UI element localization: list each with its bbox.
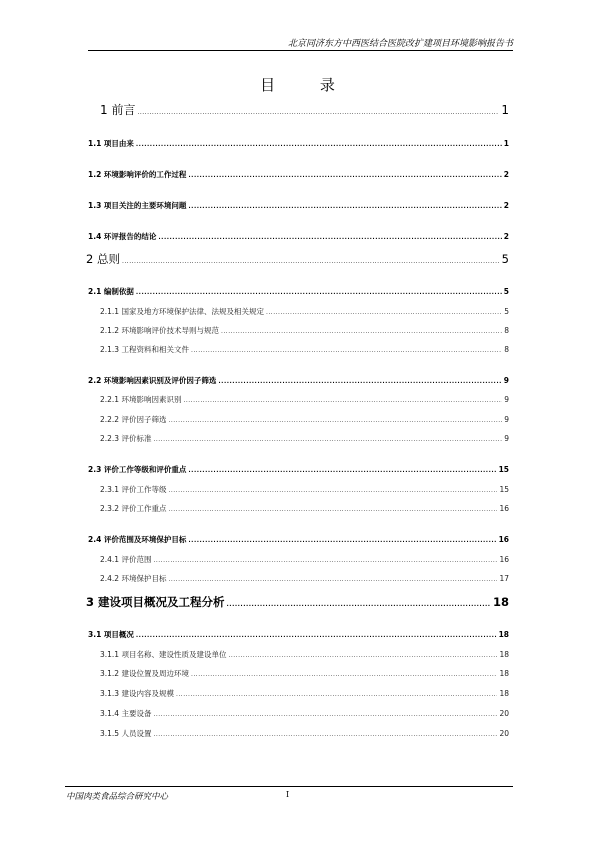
toc-entry-subsection[interactable]: [100, 728, 509, 739]
toc-page: 2: [503, 232, 509, 241]
toc-label: 3 建设项目概况及工程分析: [86, 595, 225, 609]
toc-label: 2.4.2 环境保护目标: [100, 574, 167, 583]
toc-page: 9: [504, 395, 509, 404]
toc-page: 9: [504, 415, 509, 424]
toc-label: 2.2 环境影响因素识别及评价因子筛选: [88, 376, 217, 385]
toc-page: 5: [504, 307, 509, 316]
toc-entry-section[interactable]: [88, 375, 509, 386]
toc-page: 2: [503, 170, 509, 179]
toc-entry-subsection[interactable]: [100, 503, 509, 514]
toc-page: 18: [499, 669, 509, 678]
toc-label: 2.2.2 评价因子筛选: [100, 415, 167, 424]
toc-page: 18: [498, 630, 509, 639]
toc-entry-chapter-2[interactable]: [86, 251, 509, 267]
toc-page: 16: [498, 535, 509, 544]
toc-label: 2.3.2 评价工作重点: [100, 504, 167, 513]
toc-entry-subsection[interactable]: [100, 554, 509, 565]
toc-label: 3.1.1 项目名称、建设性质及建设单位: [100, 650, 227, 659]
toc-entry-section[interactable]: [88, 138, 509, 149]
toc-entry-subsection[interactable]: [100, 325, 509, 336]
toc-label: 1.4 环评报告的结论: [88, 232, 157, 241]
toc-entry-chapter-3[interactable]: [86, 594, 509, 610]
toc-page: 20: [499, 709, 509, 718]
toc-page: 16: [499, 555, 509, 564]
toc-entry-subsection[interactable]: [100, 649, 509, 660]
toc-entry-section[interactable]: [88, 286, 509, 297]
toc-entry-subsection[interactable]: [100, 344, 509, 355]
running-header: 北京同济东方中西医结合医院改扩建项目环境影响报告书: [287, 39, 513, 49]
toc-label: 1.3 项目关注的主要环境问题: [88, 201, 187, 210]
toc-label: 2.4.1 评价范围: [100, 555, 152, 564]
toc-page: 1: [501, 103, 509, 117]
toc-label: 3.1 项目概况: [88, 630, 134, 639]
toc-page: 16: [499, 504, 509, 513]
toc-entry-section[interactable]: [88, 534, 509, 545]
toc-label: 2 总则: [86, 252, 120, 266]
toc-entry-subsection[interactable]: [100, 573, 509, 584]
toc-page: 1: [503, 139, 509, 148]
toc-label: 3.1.3 建设内容及规模: [100, 689, 174, 698]
footer-organization: 中国肉类食品综合研究中心: [66, 792, 169, 802]
toc-page: 17: [499, 574, 509, 583]
toc-entry-subsection[interactable]: [100, 306, 509, 317]
toc-title: 目 录: [260, 76, 355, 94]
toc-entry-subsection[interactable]: [100, 414, 509, 425]
toc-label: 2.2.3 评价标准: [100, 434, 152, 443]
page-number: I: [286, 790, 290, 799]
toc-entry-chapter-1[interactable]: [100, 101, 509, 118]
toc-page: 15: [498, 465, 509, 474]
toc-page: 8: [504, 326, 509, 335]
toc-label: 2.1 编制依据: [88, 287, 134, 296]
toc-label: 1 前言: [100, 103, 136, 117]
toc-entry-section[interactable]: [88, 231, 509, 242]
toc-entry-subsection[interactable]: [100, 433, 509, 444]
toc-entry-subsection[interactable]: [100, 668, 509, 679]
toc-page: 5: [501, 252, 509, 266]
toc-label: 2.4 评价范围及环境保护目标: [88, 535, 187, 544]
toc-entry-subsection[interactable]: [100, 708, 509, 719]
toc-entry-subsection[interactable]: [100, 484, 509, 495]
toc-label: 3.1.4 主要设备: [100, 709, 152, 718]
toc-entry-subsection[interactable]: [100, 688, 509, 699]
toc-page: 8: [504, 345, 509, 354]
toc-entry-section[interactable]: [88, 200, 509, 211]
toc-page: 9: [504, 434, 509, 443]
toc-entry-subsection[interactable]: [100, 394, 509, 405]
toc-label: 2.1.1 国家及地方环境保护法律、法规及相关规定: [100, 307, 264, 316]
toc-page: 2: [503, 201, 509, 210]
toc-page: 18: [499, 689, 509, 698]
toc-label: 1.2 环境影响评价的工作过程: [88, 170, 187, 179]
toc-label: 3.1.5 人员设置: [100, 729, 152, 738]
toc-label: 1.1 项目由来: [88, 139, 134, 148]
footer-rule: [65, 786, 513, 787]
toc-label: 3.1.2 建设位置及周边环境: [100, 669, 189, 678]
toc-page: 5: [503, 287, 509, 296]
toc-page: 18: [499, 650, 509, 659]
toc-entry-section[interactable]: [88, 629, 509, 640]
toc-page: 15: [499, 485, 509, 494]
toc-label: 2.3 评价工作等级和评价重点: [88, 465, 187, 474]
toc-label: 2.1.2 环境影响评价技术导则与规范: [100, 326, 219, 335]
toc-entry-section[interactable]: [88, 169, 509, 180]
toc-label: 2.2.1 环境影响因素识别: [100, 395, 182, 404]
toc-label: 2.1.3 工程资料和相关文件: [100, 345, 189, 354]
toc-label: 2.3.1 评价工作等级: [100, 485, 167, 494]
toc-entry-section[interactable]: [88, 464, 509, 475]
header-rule: [88, 50, 513, 51]
toc-page: 18: [492, 595, 509, 609]
toc-page: 20: [499, 729, 509, 738]
toc-page: 9: [503, 376, 509, 385]
